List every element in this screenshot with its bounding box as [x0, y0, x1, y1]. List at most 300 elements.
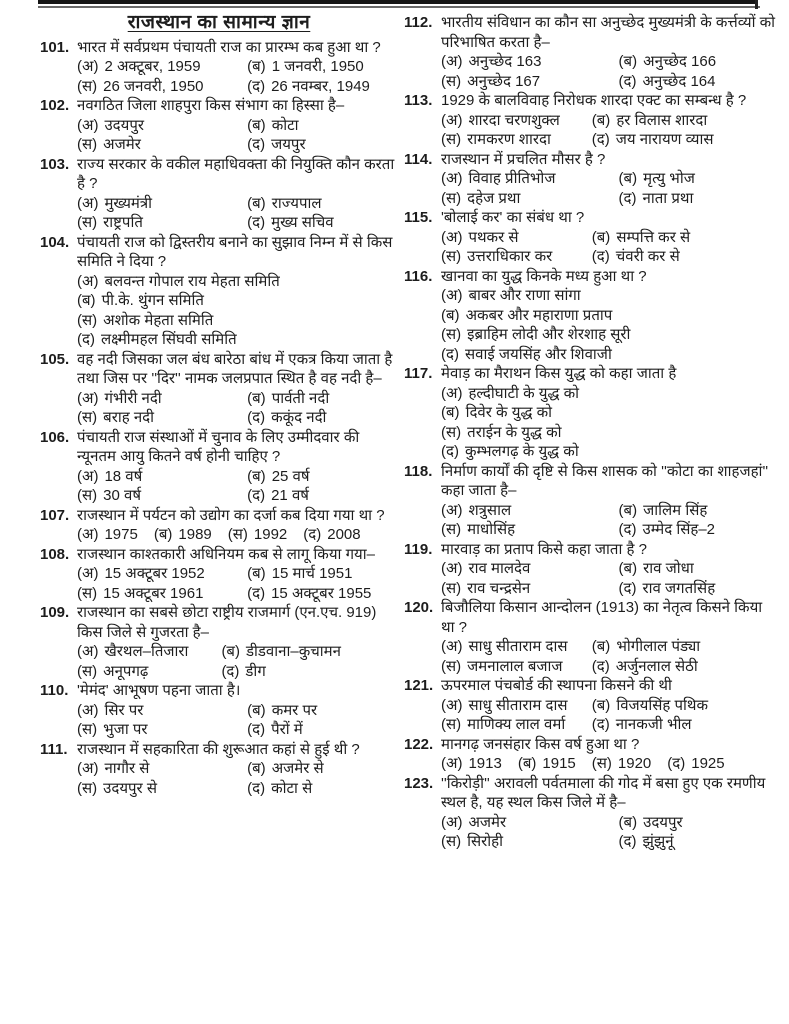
option-label: (अ) — [77, 389, 99, 407]
option-label: (अ) — [441, 53, 463, 70]
option-label: (द) — [303, 526, 322, 543]
question-item — [40, 428, 398, 506]
option-label: (द) — [247, 77, 266, 95]
options-group — [441, 696, 776, 735]
question-body — [441, 208, 776, 267]
option-item — [247, 213, 398, 233]
option-text: उदयपुर — [104, 116, 144, 134]
option-label: (अ) — [77, 272, 99, 290]
option-text: उत्तराधिकार कर — [467, 248, 553, 265]
question-item — [404, 364, 776, 462]
option-text: जयपुर — [271, 136, 306, 153]
option-text: अजमेर — [103, 136, 141, 153]
option-item — [247, 116, 398, 136]
option-label: (ब) — [591, 696, 611, 714]
option-item — [441, 696, 592, 716]
option-label: (ब) — [591, 111, 611, 129]
question-text: मानगढ़ जनसंहार किस वर्ष हुआ था ? — [441, 735, 640, 753]
question-item — [404, 598, 776, 676]
option-text: नानकजी भील — [615, 716, 692, 733]
option-label: (ब) — [618, 170, 638, 187]
option-label: (स) — [441, 833, 462, 850]
option-text: अनूपगढ़ — [103, 662, 149, 680]
options-group — [441, 286, 776, 364]
option-item — [441, 130, 592, 150]
option-item — [221, 642, 398, 662]
option-label: (ब) — [517, 755, 537, 772]
option-item — [441, 325, 776, 345]
question-body — [77, 350, 398, 428]
option-label: (स) — [77, 584, 98, 602]
option-text: अशोक मेहता समिति — [103, 311, 214, 329]
option-item — [441, 72, 619, 92]
option-label: (स) — [77, 721, 98, 738]
option-text: जमनालाल बजाज — [467, 657, 563, 675]
question-number: 114. — [404, 150, 433, 168]
question-item — [40, 681, 398, 740]
option-item — [441, 247, 592, 267]
options-group — [441, 384, 776, 462]
option-item — [247, 584, 398, 604]
question-body — [77, 96, 398, 155]
question-body — [77, 681, 398, 740]
option-text: राव मालदेव — [468, 560, 531, 577]
question-text: राजस्थान में पर्यटन को उद्योग का दर्जा कब दिया गया था ? — [77, 506, 385, 524]
question-body — [441, 364, 776, 462]
option-text: जालिम सिंह — [643, 501, 708, 519]
option-item — [77, 701, 247, 721]
option-label: (स) — [77, 779, 98, 797]
question-number: 108. — [40, 545, 70, 563]
question-number: 101. — [40, 38, 70, 56]
option-label: (अ) — [441, 228, 463, 246]
option-item — [619, 832, 776, 852]
question-number: 102. — [40, 97, 70, 114]
option-item — [247, 408, 398, 428]
option-item — [77, 311, 398, 331]
option-label: (द) — [667, 755, 686, 772]
right-column — [404, 13, 776, 852]
option-item — [247, 389, 398, 409]
option-label: (स) — [441, 72, 462, 90]
option-item — [228, 525, 288, 545]
question-body — [441, 598, 776, 676]
question-body — [77, 233, 398, 350]
option-text: पार्वती नदी — [271, 389, 330, 407]
question-body — [441, 91, 776, 150]
option-text: पी.के. थुंगन समिति — [101, 292, 204, 309]
option-label: (अ) — [441, 287, 463, 304]
option-text: सिर पर — [104, 701, 144, 719]
option-label: (स) — [441, 521, 462, 538]
option-item — [619, 813, 776, 833]
option-text: मृत्यु भोज — [643, 170, 695, 187]
question-number: 113. — [404, 92, 433, 109]
question-body — [441, 13, 776, 91]
question-item — [40, 350, 398, 428]
question-number: 106. — [40, 428, 70, 446]
question-text: भारत में सर्वप्रथम पंचायती राज का प्रारम्भ कब हुआ था ? — [77, 38, 381, 56]
option-label: (द) — [591, 716, 610, 733]
option-label: (द) — [77, 331, 95, 348]
question-body — [441, 150, 776, 209]
option-label: (अ) — [77, 760, 99, 777]
question-text: ऊपरमाल पंचबोर्ड की स्थापना किसने की थी — [441, 677, 672, 694]
option-item — [592, 696, 776, 716]
option-text: 2008 — [327, 526, 361, 543]
option-label: (ब) — [247, 194, 266, 212]
option-label: (अ) — [77, 565, 99, 582]
option-label: (स) — [441, 248, 462, 265]
option-label: (द) — [247, 779, 266, 797]
option-item — [77, 194, 247, 214]
option-label: (अ) — [77, 467, 99, 485]
question-item — [40, 545, 398, 604]
option-label: (ब) — [618, 560, 638, 577]
option-text: बलवन्त गोपाल राय मेहता समिति — [104, 272, 280, 290]
option-label: (स) — [77, 77, 98, 95]
question-item — [40, 506, 398, 545]
option-text: 2 अक्टूबर, 1959 — [104, 58, 201, 75]
option-label: (ब) — [591, 228, 611, 246]
option-label: (ब) — [441, 306, 460, 324]
question-item — [404, 462, 776, 540]
option-text: अकबर और महाराणा प्रताप — [465, 306, 613, 324]
option-text: चंवरी कर से — [615, 248, 680, 265]
option-label: (अ) — [441, 813, 463, 831]
option-text: उम्मेद सिंह–2 — [642, 521, 715, 538]
option-text: भुजा पर — [103, 721, 148, 738]
option-label: (द) — [618, 579, 637, 597]
option-item — [247, 759, 398, 779]
option-item — [77, 272, 398, 292]
option-text: 1989 — [178, 526, 212, 543]
options-group — [441, 52, 776, 91]
top-banner-rule — [38, 6, 760, 8]
options-group — [441, 111, 776, 150]
option-label: (ब) — [618, 501, 638, 519]
option-text: 1925 — [691, 755, 725, 772]
options-group — [77, 564, 398, 603]
option-text: नाता प्रथा — [642, 189, 694, 207]
option-text: राष्ट्रपति — [103, 214, 143, 231]
option-text: दिवेर के युद्ध को — [465, 404, 553, 421]
option-text: साधु सीताराम दास — [468, 696, 568, 714]
option-text: 15 अक्टूबर 1955 — [271, 584, 372, 602]
option-text: उदयपुर — [643, 813, 683, 831]
option-label: (स) — [441, 716, 462, 733]
option-label: (अ) — [441, 501, 463, 519]
option-label: (ब) — [247, 389, 266, 407]
option-text: कमर पर — [271, 701, 318, 719]
option-label: (अ) — [441, 638, 463, 655]
option-text: 25 वर्ष — [271, 467, 310, 485]
option-label: (अ) — [441, 170, 463, 187]
options-group — [77, 759, 398, 798]
option-text: 18 वर्ष — [104, 467, 143, 485]
option-text: भोगीलाल पंड्या — [616, 638, 701, 655]
option-item — [441, 111, 592, 131]
option-label: (द) — [591, 657, 610, 675]
option-label: (द) — [618, 72, 637, 90]
option-label: (द) — [247, 584, 266, 602]
option-item — [247, 701, 398, 721]
question-item — [404, 735, 776, 774]
option-text: 26 जनवरी, 1950 — [103, 77, 204, 95]
option-item — [619, 169, 776, 189]
option-text: 1920 — [617, 755, 652, 772]
left-question-list — [40, 38, 398, 799]
option-label: (अ) — [441, 111, 463, 129]
top-banner-corner — [755, 0, 758, 9]
option-text: 1 जनवरी, 1950 — [271, 58, 364, 75]
option-label: (ब) — [247, 467, 266, 485]
option-item — [77, 77, 247, 97]
question-text: खानवा का युद्ध किनके मध्य हुआ था ? — [441, 267, 647, 285]
options-group — [77, 642, 398, 681]
option-item — [77, 213, 247, 233]
option-label: (स) — [77, 662, 98, 680]
options-group — [441, 754, 776, 774]
option-item — [619, 72, 776, 92]
question-item — [40, 96, 398, 155]
option-label: (स) — [77, 311, 98, 329]
option-label: (द) — [247, 487, 266, 504]
option-item — [441, 286, 776, 306]
question-body — [441, 676, 776, 735]
question-number: 119. — [404, 540, 433, 558]
option-label: (ब) — [247, 565, 266, 582]
options-group — [441, 228, 776, 267]
option-label: (अ) — [77, 194, 99, 212]
option-item — [441, 637, 592, 657]
option-text: नागौर से — [104, 760, 150, 777]
option-text: सिरोही — [467, 833, 504, 850]
question-text: राज्य सरकार के वकील महाधिवक्ता की नियुक्ति कौन करता है ? — [77, 155, 395, 192]
question-text: वह नदी जिसका जल बंध बारेठा बांध में एकत्र किया जाता है तथा जिस पर ''दिर'' नामक जलप्रपात स्थित है वह नदी है– — [77, 350, 393, 387]
option-text: 1913 — [468, 755, 502, 772]
question-body — [77, 545, 398, 604]
option-label: (द) — [618, 833, 637, 850]
question-item — [404, 208, 776, 267]
option-label: (स) — [77, 409, 98, 426]
options-group — [441, 637, 776, 676]
option-item — [247, 135, 398, 155]
option-item — [592, 637, 776, 657]
question-number: 121. — [404, 677, 434, 694]
option-item — [441, 423, 776, 443]
option-label: (द) — [441, 443, 459, 460]
question-item — [40, 233, 398, 350]
option-text: 1915 — [542, 755, 576, 772]
option-item — [247, 720, 398, 740]
option-label: (ब) — [153, 526, 173, 543]
option-text: अजमेर — [468, 813, 507, 831]
options-group — [77, 272, 398, 350]
option-label: (अ) — [77, 701, 99, 719]
left-column — [40, 13, 398, 798]
option-item — [619, 520, 776, 540]
option-text: गंभीरी नदी — [104, 389, 162, 407]
option-label: (स) — [441, 189, 462, 207]
option-item — [247, 57, 398, 77]
question-item — [40, 603, 398, 681]
page-title: राजस्थान का सामान्य ज्ञान — [127, 12, 311, 33]
option-item — [619, 559, 776, 579]
option-item — [77, 720, 247, 740]
question-text: राजस्थान में प्रचलित मौसर है ? — [441, 150, 606, 168]
option-label: (स) — [441, 326, 462, 343]
option-text: अनुच्छेद 167 — [467, 72, 541, 90]
option-text: दहेज प्रथा — [467, 189, 521, 207]
option-text: मुख्यमंत्री — [104, 194, 153, 212]
option-item — [441, 832, 619, 852]
option-text: जय नारायण व्यास — [615, 131, 714, 148]
option-label: (अ) — [77, 643, 99, 660]
options-group — [441, 559, 776, 598]
option-label: (द) — [247, 214, 266, 231]
option-text: डीग — [245, 662, 266, 680]
option-item — [77, 642, 221, 662]
question-number: 117. — [404, 365, 433, 382]
option-label: (स) — [77, 136, 98, 153]
option-text: अनुच्छेद 164 — [642, 72, 716, 90]
option-label: (ब) — [618, 53, 638, 70]
option-item — [441, 228, 592, 248]
question-number: 123. — [404, 774, 434, 792]
question-body — [441, 462, 776, 540]
option-text: 15 अक्टूबर 1961 — [103, 584, 204, 602]
question-item — [404, 91, 776, 150]
option-label: (द) — [247, 721, 266, 738]
option-label: (अ) — [77, 58, 99, 75]
option-label: (द) — [591, 248, 610, 265]
options-group — [441, 813, 776, 852]
option-label: (स) — [77, 214, 98, 231]
question-number: 109. — [40, 604, 70, 621]
option-label: (अ) — [441, 755, 463, 772]
option-label: (द) — [247, 409, 266, 426]
option-text: झुंझुनूं — [642, 833, 674, 850]
question-text: भारतीय संविधान का कौन सा अनुच्छेद मुख्यमंत्री के कर्त्तव्यों को परिभाषित करता है– — [441, 14, 776, 51]
option-label: (द) — [618, 189, 637, 207]
option-text: पथकर से — [468, 228, 519, 246]
option-item — [441, 306, 776, 326]
option-label: (ब) — [247, 116, 266, 134]
option-item — [77, 486, 247, 506]
option-text: 1992 — [253, 526, 288, 543]
option-text: तराईन के युद्ध को — [467, 423, 562, 441]
question-item — [40, 155, 398, 233]
option-label: (द) — [591, 131, 610, 148]
option-text: अजमेर से — [271, 760, 324, 777]
options-group — [77, 701, 398, 740]
option-item — [441, 813, 619, 833]
option-item — [619, 52, 776, 72]
question-text: राजस्थान में सहकारिता की शुरूआत कहां से हुई थी ? — [77, 740, 360, 758]
question-text: पंचायती राज संस्थाओं में चुनाव के लिए उम्मीदवार की न्यूनतम आयु कितने वर्ष होनी चाहिए ? — [77, 428, 360, 465]
option-item — [77, 57, 247, 77]
option-text: माणिक्य लाल वर्मा — [467, 716, 566, 733]
question-body — [441, 735, 776, 774]
option-label: (स) — [591, 755, 612, 772]
option-label: (स) — [441, 579, 462, 597]
option-text: हर विलास शारदा — [616, 111, 708, 129]
option-label: (स) — [441, 423, 462, 441]
option-item — [247, 779, 398, 799]
question-item — [404, 150, 776, 209]
option-text: अनुच्छेद 166 — [643, 53, 717, 70]
question-item — [404, 676, 776, 735]
option-item — [77, 408, 247, 428]
question-body — [77, 155, 398, 233]
option-text: डीडवाना–कुचामन — [246, 643, 341, 660]
question-text: मारवाड़ का प्रताप किसे कहा जाता है ? — [441, 540, 647, 558]
question-item — [40, 38, 398, 97]
question-number: 120. — [404, 599, 434, 616]
question-body — [77, 740, 398, 799]
option-item — [592, 111, 776, 131]
question-text: ''किरोड़ी'' अरावली पर्वतमाला की गोद में बसा हुए एक रमणीय स्थल है, यह स्थल किस जिले में है– — [441, 774, 766, 811]
option-item — [77, 467, 247, 487]
option-item — [592, 247, 776, 267]
option-label: (स) — [441, 657, 462, 675]
option-item — [441, 754, 502, 774]
question-number: 112. — [404, 14, 433, 31]
question-text: 1929 के बालविवाह निरोधक शारदा एक्ट का सम्बन्ध है ? — [441, 92, 747, 109]
question-number: 111. — [40, 740, 68, 758]
question-body — [441, 267, 776, 365]
options-group — [77, 467, 398, 506]
option-item — [441, 384, 776, 404]
option-text: पैरों में — [271, 721, 303, 738]
option-text: कोटा से — [271, 779, 313, 797]
top-banner-bar — [38, 0, 758, 4]
option-item — [247, 467, 398, 487]
option-text: माधोसिंह — [467, 521, 516, 538]
option-text: अर्जुनलाल सेठी — [615, 657, 698, 675]
option-label: (अ) — [441, 696, 463, 714]
option-item — [441, 442, 776, 462]
option-text: साधु सीताराम दास — [468, 638, 568, 655]
question-body — [441, 540, 776, 599]
right-question-list — [404, 13, 776, 852]
option-text: राव जोधा — [643, 560, 694, 577]
option-item — [592, 754, 652, 774]
question-number: 116. — [404, 267, 433, 285]
option-item — [303, 525, 360, 545]
option-item — [77, 135, 247, 155]
option-item — [77, 759, 247, 779]
option-text: बराह नदी — [103, 409, 155, 426]
option-label: (द) — [441, 345, 459, 363]
option-text: शारदा चरणशुक्ल — [468, 111, 560, 129]
option-label: (स) — [77, 487, 98, 504]
question-number: 107. — [40, 506, 70, 524]
question-number: 122. — [404, 735, 434, 753]
option-text: राव जगतसिंह — [642, 579, 716, 597]
option-text: इब्राहिम लोदी और शेरशाह सूरी — [467, 326, 631, 343]
option-item — [77, 584, 247, 604]
options-group — [441, 169, 776, 208]
option-text: 30 वर्ष — [103, 487, 142, 504]
question-text: बिजौलिया किसान आन्दोलन (1913) का नेतृत्व किसने किया था ? — [441, 599, 763, 636]
option-item — [247, 194, 398, 214]
option-item — [441, 345, 776, 365]
options-group — [77, 57, 398, 96]
option-item — [247, 564, 398, 584]
question-text: निर्माण कार्यों की दृष्टि से किस शासक को ''कोटा का शाहजहां'' कहा जाता है– — [441, 462, 769, 499]
